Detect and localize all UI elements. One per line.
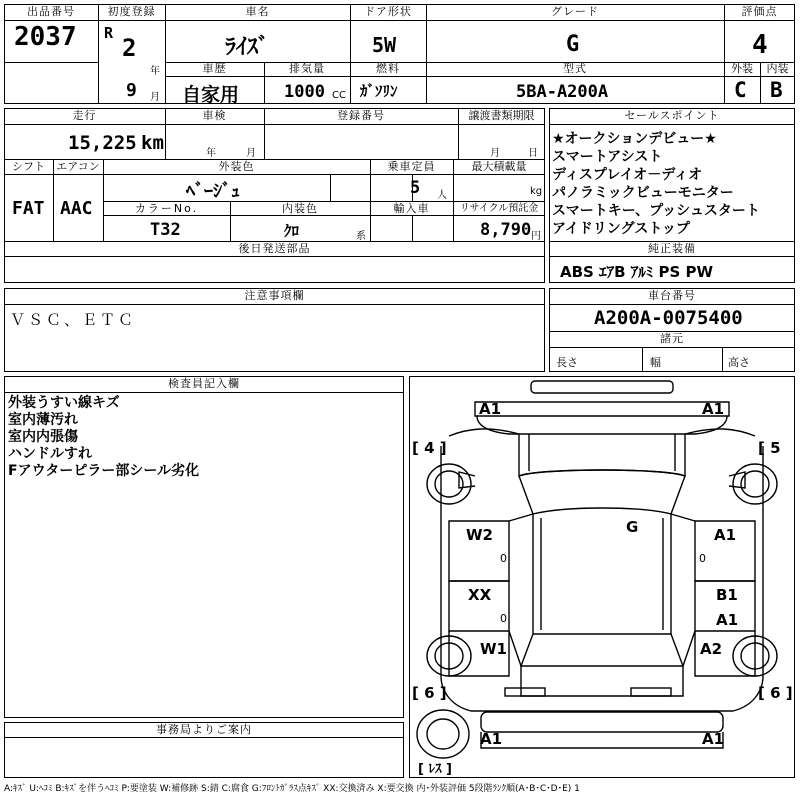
history-label: 車歴 xyxy=(202,62,227,75)
mark-left-front-door-sub: 0 xyxy=(500,552,507,565)
sales-point-item: スマートアシスト xyxy=(552,149,663,165)
transfer-month-unit: 月 xyxy=(490,148,500,159)
displacement-label: 排気量 xyxy=(289,62,325,75)
transfer-day-unit: 日 xyxy=(528,148,538,159)
mark-rear-right: A1 xyxy=(702,730,725,748)
exterior-color-label: 外装色 xyxy=(218,160,255,173)
tire-front-left: [ 4 ] xyxy=(412,439,447,457)
mark-right-rear-door-2: A1 xyxy=(716,611,739,629)
mileage: 15,225 xyxy=(68,132,137,154)
grade: G xyxy=(566,32,580,57)
displacement-unit: CC xyxy=(332,90,346,101)
model-code: 5BA-A200A xyxy=(516,82,609,102)
inspector-note: ハンドルすれ xyxy=(8,446,92,462)
tire-rear-right: [ 6 ] xyxy=(758,684,793,702)
door-type-label: ドア形状 xyxy=(364,5,412,18)
year-unit: 年 xyxy=(150,66,160,77)
sales-point-item: パノラミックビューモニター xyxy=(552,185,734,201)
model-code-label: 型式 xyxy=(563,62,587,75)
displacement: 1000 xyxy=(284,82,325,102)
sales-point-item: ディスプレイオ－ディオ xyxy=(552,167,703,183)
legend-footer: A:ｷｽﾞ U:ﾍｺﾐ B:ｷｽﾞを伴うﾍｺﾐ P:要塗装 W:補修跡 S:錆 C:腐食 G:ﾌﾛﾝﾄｶﾞﾗｽ点ｷｽﾞ XX:交換済み X:要交換 内･外装評価 5段階ﾗﾝｸ順(A･B･C･D･E) 1 xyxy=(4,784,580,794)
interior-color-unit: 系 xyxy=(356,231,366,242)
exterior-color: ﾍﾞｰｼﾞｭ xyxy=(186,181,240,202)
registration-year: 2 xyxy=(122,34,137,62)
first-registration-label: 初度登録 xyxy=(107,5,156,18)
transfer-deadline-label: 譲渡書類期限 xyxy=(468,109,535,122)
mark-left-front-door: W2 xyxy=(466,526,493,544)
aircon-label: エアコン xyxy=(56,160,100,173)
era: R xyxy=(104,24,114,42)
mark-right-rear-door-1: B1 xyxy=(716,586,738,604)
notes: ＶＳＣ、ＥＴＣ xyxy=(10,311,137,329)
office-label: 事務局よりご案内 xyxy=(156,723,252,736)
height-label: 高さ xyxy=(728,356,750,369)
score: 4 xyxy=(752,30,768,60)
capacity: 5 xyxy=(410,178,421,198)
fuel: ｶﾞｿﾘﾝ xyxy=(360,82,398,100)
interior-color-label: 内装色 xyxy=(282,202,318,215)
inspector-label: 検査員記入欄 xyxy=(168,377,240,390)
exterior-grade: C xyxy=(734,78,747,102)
mark-right-quarter: A2 xyxy=(700,640,723,658)
spare-tire: [ ﾚｽ ] xyxy=(418,762,452,777)
lot-number: 2037 xyxy=(14,22,77,52)
tire-front-right: [ 5 xyxy=(758,439,781,457)
max-load-label: 最大積載量 xyxy=(471,160,527,173)
mileage-label: 走行 xyxy=(72,109,97,122)
spare-tire-value: ﾚｽ xyxy=(428,762,442,777)
interior-grade: B xyxy=(770,78,783,102)
registration-number-label: 登録番号 xyxy=(337,109,385,122)
mark-roof: G xyxy=(626,518,639,536)
car-name: ﾗｲｽﾞ xyxy=(225,35,270,60)
inspection-month-unit: 月 xyxy=(246,148,256,159)
width-label: 幅 xyxy=(650,356,661,369)
max-load-unit: kg xyxy=(530,186,543,197)
sales-point-item: スマートキー、プッシュスタート xyxy=(552,203,760,219)
inspector-note: Fアウターピラー部シール劣化 xyxy=(8,463,200,479)
color-number: T32 xyxy=(150,220,181,240)
length-label: 長さ xyxy=(556,356,578,369)
inspection-year-unit: 年 xyxy=(206,148,216,159)
spec-label: 諸元 xyxy=(660,332,684,345)
later-parts-label: 後日発送部品 xyxy=(238,242,311,255)
tire-rear-left-value: 6 xyxy=(424,684,435,702)
notes-label: 注意事項欄 xyxy=(244,289,305,302)
mark-left-quarter: W1 xyxy=(480,640,507,658)
tire-rear-left: [ 6 ] xyxy=(412,684,447,702)
interior-color: ｸﾛ xyxy=(284,222,300,240)
door-type: 5W xyxy=(372,33,397,57)
color-number-label: カラーNo. xyxy=(134,202,199,215)
mark-left-rear-door-sub: 0 xyxy=(500,612,507,625)
recycle-deposit: 8,790 xyxy=(480,220,532,240)
interior-grade-label: 内装 xyxy=(766,62,789,75)
mark-right-front-door-sub: 0 xyxy=(699,552,706,565)
inspector-note: 室内内張傷 xyxy=(8,429,78,445)
mark-front-left: A1 xyxy=(479,400,502,418)
car-name-label: 車名 xyxy=(245,5,270,18)
chassis-number-label: 車台番号 xyxy=(648,289,696,302)
grade-label: グレード xyxy=(551,5,599,18)
mark-left-rear-door: XX xyxy=(468,586,492,604)
aircon: AAC xyxy=(60,198,93,219)
shift-label: シフト xyxy=(12,160,45,173)
import-label: 輸入車 xyxy=(393,202,430,215)
score-label: 評価点 xyxy=(741,5,778,18)
mileage-unit: km xyxy=(141,132,164,154)
inspection-label: 車検 xyxy=(202,109,227,122)
mark-right-front-door: A1 xyxy=(714,526,737,544)
registration-month: 9 xyxy=(126,80,137,101)
shift: FAT xyxy=(12,198,45,219)
tire-front-right-value: 5 xyxy=(770,439,781,457)
equipment: ABS ｴｱB ｱﾙﾐ PS PW xyxy=(560,263,714,281)
month-unit: 月 xyxy=(150,92,160,103)
capacity-label: 乗車定員 xyxy=(387,160,436,173)
lot-number-label: 出品番号 xyxy=(27,5,75,18)
history: 自家用 xyxy=(182,84,240,106)
tire-rear-right-value: 6 xyxy=(770,684,781,702)
capacity-unit: 人 xyxy=(437,190,447,201)
sales-point-item: アイドリングストップ xyxy=(552,221,690,237)
chassis-number: A200A-0075400 xyxy=(594,307,743,329)
inspector-note: 室内薄汚れ xyxy=(8,412,78,428)
exterior-grade-label: 外装 xyxy=(731,62,753,75)
recycle-label: リサイクル預託金 xyxy=(459,203,539,214)
fuel-label: 燃料 xyxy=(376,62,400,75)
sales-point-item: ★オークションデビュー★ xyxy=(552,131,717,147)
car-outline-diagram xyxy=(409,376,795,778)
sales-points-label: セールスポイント xyxy=(624,109,720,122)
tire-front-left-value: 4 xyxy=(424,439,435,457)
inspector-note: 外装うすい線キズ xyxy=(8,395,120,411)
equipment-label: 純正装備 xyxy=(648,242,696,255)
recycle-unit: 円 xyxy=(531,231,541,242)
mark-rear-left: A1 xyxy=(480,730,503,748)
mark-front-right: A1 xyxy=(702,400,725,418)
